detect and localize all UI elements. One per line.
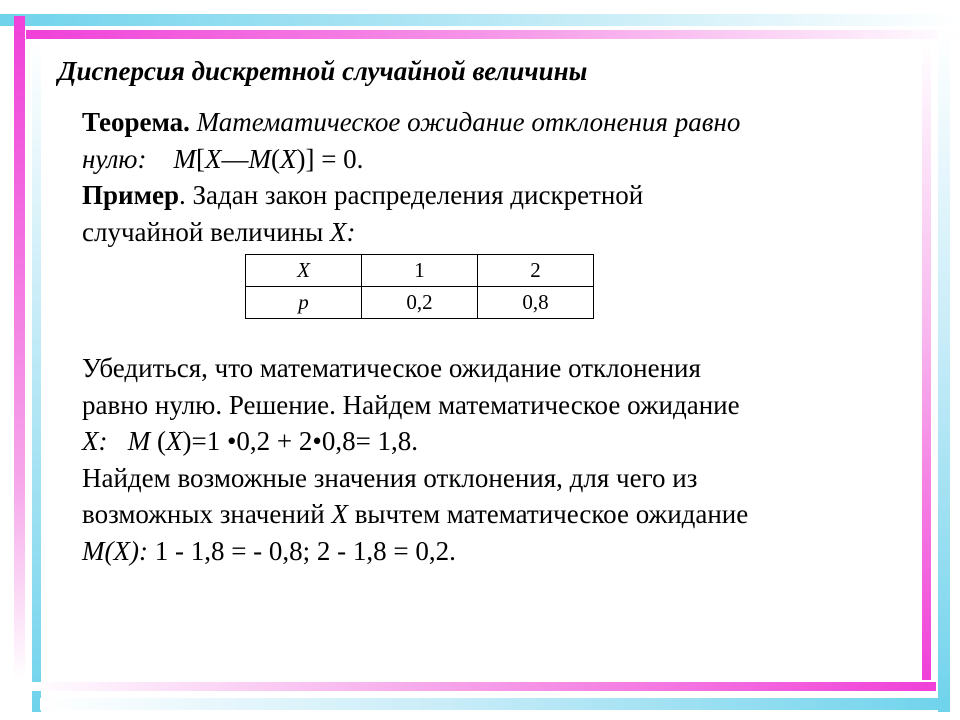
frame-right-magenta-bar (922, 40, 931, 680)
table-cell-x-header: X (246, 255, 362, 287)
table-row-probabilities (246, 287, 594, 319)
frame-top-magenta-bar (26, 30, 960, 39)
table-cell-x2: 2 (478, 255, 594, 287)
verify-line-2: равно нулю. Решение. Найдем математическое ожидание (82, 389, 740, 420)
deviation-text-a: возможных значений (82, 499, 325, 529)
slide-title: Дисперсия дискретной случайной величины (58, 56, 588, 86)
formula-m1: M (173, 143, 196, 174)
frame-top-cyan-bar (0, 14, 960, 26)
verify-var: X: (82, 426, 108, 456)
example-label: Пример (82, 180, 179, 210)
deviation-line-3 (82, 533, 902, 570)
verify-line-3 (82, 423, 902, 460)
formula-x2: X (279, 143, 297, 174)
table-cell-p2: 0,8 (478, 287, 594, 319)
table-cell-p-header: p (246, 287, 362, 319)
deviation-line-2 (82, 496, 902, 533)
formula-m2: M (248, 143, 271, 174)
formula-dash: — (221, 143, 249, 174)
table-row-values (246, 255, 594, 287)
table-cell-p1: 0,2 (362, 287, 478, 319)
frame-right-cyan-bar (938, 30, 950, 712)
theorem-text-2: нулю: (82, 143, 147, 174)
table-cell-x1: 1 (362, 255, 478, 287)
frame-left-magenta-bar (14, 16, 25, 680)
frame-bottom-magenta-bar (26, 682, 936, 691)
deviation-var: X (331, 499, 348, 529)
verify-expression: )=1 •0,2 + 2•0,8= 1,8. (182, 426, 419, 456)
deviation-mx: M(X): (82, 535, 148, 566)
verify-m: M (127, 426, 151, 456)
verify-paren: ( (156, 426, 166, 456)
frame-bottom-cyan-bar (40, 698, 950, 710)
example-line-2 (82, 214, 902, 251)
example-text-2: случайной величины (82, 216, 324, 247)
formula-bracket-2: ( (270, 143, 280, 174)
deviation-line-1: Найдем возможные значения отклонения, для чего из (82, 462, 698, 493)
example-line-1 (82, 177, 902, 214)
distribution-table (245, 254, 594, 319)
formula-bracket-1: [ (195, 143, 205, 174)
theorem-text-1: Математическое ожидание отклонения равно (196, 107, 741, 137)
verify-line-1: Убедиться, что математическое ожидание отклонения (82, 353, 701, 383)
formula-x1: X (204, 143, 222, 174)
theorem-label: Теорема. (82, 107, 190, 137)
deviation-text-b: вычтем математическое ожидание (354, 499, 749, 529)
formula-tail: )] = 0. (296, 143, 364, 174)
example-var: X: (329, 216, 356, 247)
frame-left-cyan-bar (32, 40, 41, 712)
verify-x: X (165, 426, 183, 456)
theorem-line-2 (82, 141, 902, 178)
deviation-result: 1 - 1,8 = - 0,8; 2 - 1,8 = 0,2. (154, 535, 456, 566)
theorem-line-1 (82, 104, 902, 141)
example-text-1: . Задан закон распределения дискретной (178, 180, 644, 210)
slide-content (82, 104, 902, 569)
